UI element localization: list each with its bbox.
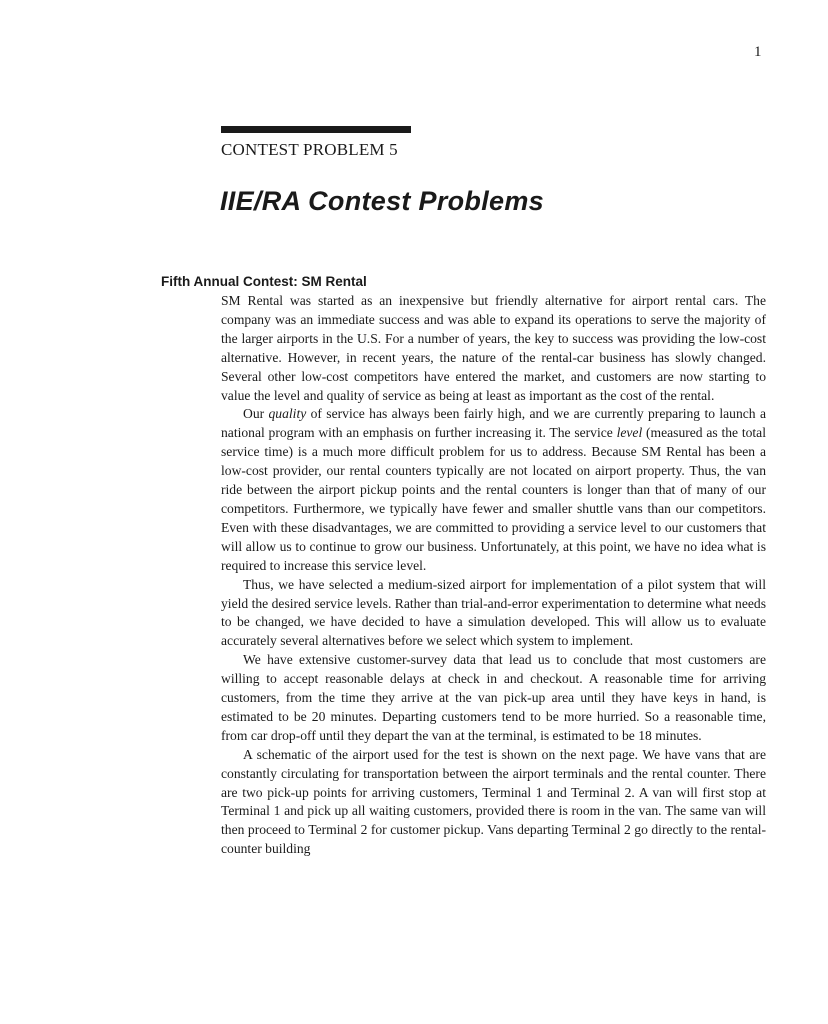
text-run: Our — [243, 406, 269, 422]
text-run: (measured as the total service time) is a much more difficult problem for us to address. Because SM Rental has been a low-cost provider, our rental counters typically are not located on airport property. Thus, the van ride between the airport pickup points and the rental counters is longer than that of many of our competitors. Furthermore, we typically have fewer and smaller shuttle vans than our competitors. Even with these disadvantages, we are committed to providing a service level to our customers that will allow us to continue to grow our business. Unfortunately, at this point, we have no idea what is required to increase this service level. — [221, 425, 766, 573]
paragraph — [221, 746, 766, 859]
paragraph — [221, 405, 766, 575]
paragraph — [221, 651, 766, 746]
section-heading: Fifth Annual Contest: SM Rental — [161, 274, 367, 289]
emphasis-text: quality — [268, 406, 307, 422]
body-text — [221, 292, 766, 859]
text-run: We have extensive customer-survey data that lead us to conclude that most customers are willing to accept reasonable delays at check in and checkout. A reasonable time for arriving customers, from the time they arrive at the van pick-up area until they have keys in hand, is estimated to be 20 minutes. Departing customers tend to be more hurried. So a reasonable time, from car drop-off until they depart the van at the terminal, is estimated to be 18 minutes. — [221, 652, 766, 743]
chapter-rule — [221, 126, 411, 133]
paragraph — [221, 576, 766, 652]
emphasis-text: level — [616, 425, 643, 441]
text-run: of service has always been fairly high, and we are currently preparing to launch a national program with an emphasis on further increasing it. The service — [221, 406, 766, 441]
chapter-title: IIE/RA Contest Problems — [220, 186, 544, 216]
text-run: Thus, we have selected a medium-sized airport for implementation of a pilot system that will yield the desired service levels. Rather than trial-and-error experimentation to determine what needs to be changed, we have decided to have a simulation developed. This will allow us to evaluate accurately several alternatives before we select which system to implement. — [221, 576, 766, 649]
text-run: A schematic of the airport used for the test is shown on the next page. We have vans that are constantly circulating for transportation between the airport terminals and the rental counter. There are two pick-up points for arriving customers, Terminal 1 and Terminal 2. A van will first stop at Terminal 1 and pick up all waiting customers, provided there is room in the van. The same van will then proceed to Terminal 2 for customer pickup. Vans departing Terminal 2 go directly to the rental-counter building — [221, 746, 766, 857]
text-run: SM Rental was started as an inexpensive but friendly alternative for airport rental cars. The company was an immediate success and was able to expand its operations to serve the majority of the larger airports in the U.S. For a number of years, the key to success was providing the low-cost alternative. However, in recent years, the nature of the rental-car business has slowly changed. Several other low-cost competitors have entered the market, and customers are now starting to value the level and quality of service as being at least as important as the cost of the rental. — [221, 293, 766, 403]
page-number: 1 — [754, 44, 762, 60]
paragraph — [221, 292, 766, 405]
chapter-label: CONTEST PROBLEM 5 — [221, 140, 398, 159]
